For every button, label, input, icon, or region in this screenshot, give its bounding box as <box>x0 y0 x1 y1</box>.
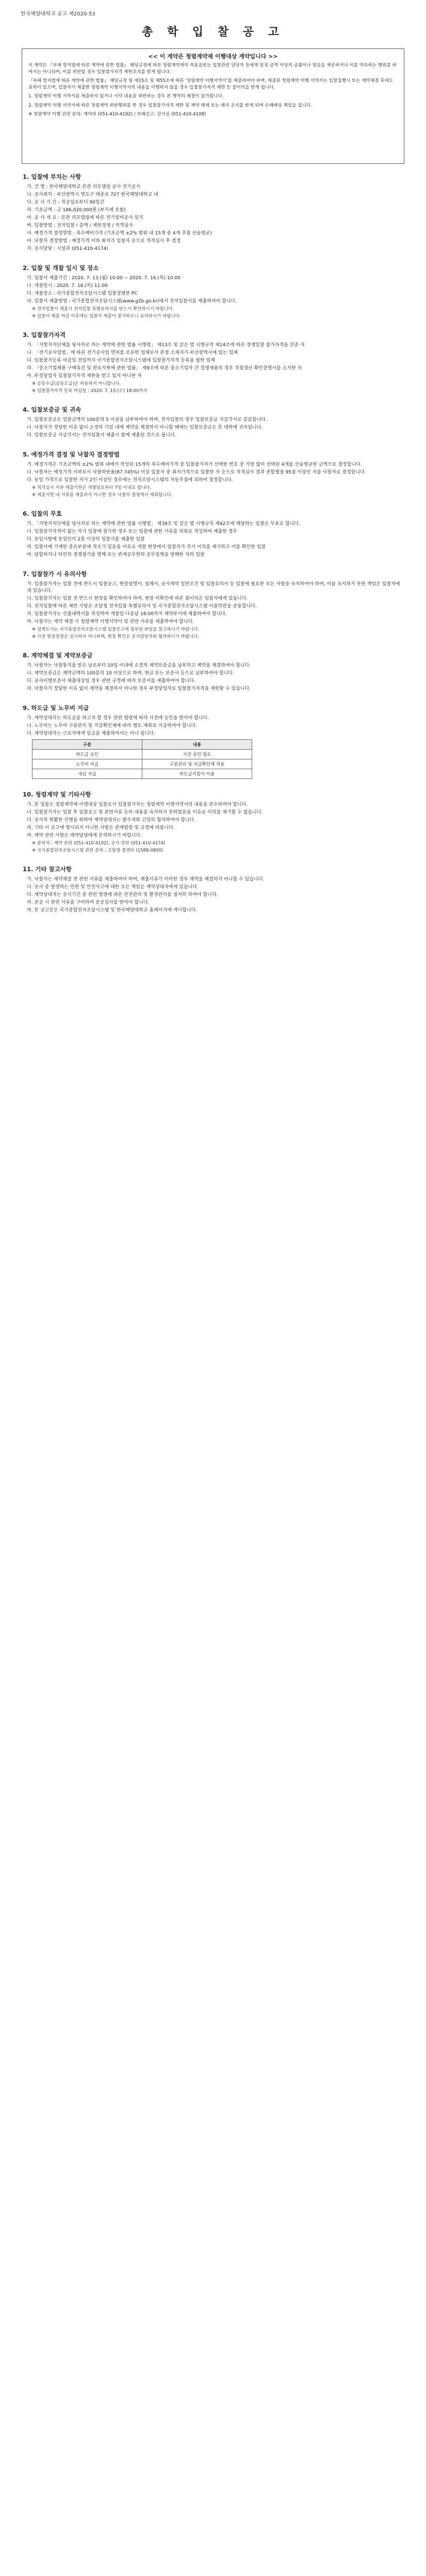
section-line: 다. 공사의 원활한 진행을 위하여 계약상대자는 발주처와 긴밀히 협의하여야 합니다. <box>27 818 196 823</box>
section-line: 자. 공사담당 : 시설과 (051-410-4174) <box>27 246 108 251</box>
section-line: 라. 입찰참가자는 산출내역서를 작성하여 개찰일 다음날 18:00까지 계약부서에 제출하여야 합니다. <box>27 612 227 617</box>
integrity-notice-box <box>22 48 404 164</box>
table-row <box>32 769 252 779</box>
section-line: 라. 기타 이 공고에 명시되지 아니한 사항은 관계법령 및 규정에 따릅니다. <box>27 825 175 831</box>
notice-paragraph: 『부패 방지법에 따른 계약에 관한 법률』 해당규정 및 제15조 및 제55조에 따른 '청렴계약 이행서약서'를 제출하여야 하며, 제출된 청렴계약 이행 서약서는 입찰집행시 또는 계약체결 후에도 효력이 있으며, 입찰자가 제출한 청렴계약 이행서약서의 내용을 이행하지 않을 경우 입찰참가자격 제한 등 불이익을 받게 됩니다. <box>28 78 394 90</box>
section-line: 가. 「지방자치단체를 당사자로 하는 계약에 관한 법률 시행령」 제39조 및 같은 법 시행규칙 제42조에 해당하는 입찰은 무효로 합니다. <box>27 521 300 527</box>
section-line: 다. 개찰장소 : 국가종합전자조달시스템 입찰집행관 PC <box>27 291 138 296</box>
section-heading: 6. 입찰의 무효 <box>23 510 62 517</box>
notice-paragraph: 이 계약은 『부패 방지법에 따른 계약에 관한 법률』 해당규정에 따른 청렴계약제의 적용을받는 입찰관련 담당자 등에게 일정 금액 이상의 금품이나 향응을 제공하거나 이를 약속하는 행위를 하여서는 아니되며, 이를 위반할 경우 입찰참가자격 제한조치를 받게 됩니다. <box>28 63 397 75</box>
section-line: 라. 입찰서에 기재한 중요부분에 착오가 있음을 이유로 개찰 현장에서 입찰자가 즉시 이의를 제기하고 이를 확인한 입찰 <box>27 545 266 550</box>
section-heading: 4. 입찰보증금 및 귀속 <box>23 406 81 413</box>
section-line: 다. 동일 가격으로 입찰한 자가 2인 이상인 경우에는 전자조달시스템의 자동추첨에 의하여 결정합니다. <box>27 478 233 483</box>
section-heading: 10. 청렴계약 및 기타사항 <box>23 791 91 798</box>
announcement-body <box>23 173 404 915</box>
section-line: 사. 예정가격 결정방법 : 복수예비가격 (기초금액 ±2% 범위 내 15개 중 4개 추첨 산술평균) <box>27 231 212 236</box>
section-line: 가. 「지방자치단체를 당사자로 하는 계약에 관한 법률 시행령」 제13조 및 같은 법 시행규칙 제14조에 따른 경쟁입찰 참가자격을 갖춘 자 <box>27 343 305 348</box>
section-line: 나. 노무비는 노무비 구분관리 및 지급확인제에 따라 별도 계좌로 지급하여야 합니다. <box>27 723 197 728</box>
table-cell: 노무비 지급 <box>32 759 142 769</box>
notice-paragraph: 1. 청렴계약 이행 서약서를 제출하지 않거나 서약 내용을 위반하는 경우 본 계약의 체결이 불가합니다. <box>28 94 224 99</box>
section-note: ※ 입찰서 제출 마감 이후에는 입찰서 제출이 불가하오니 유의하시기 바랍니다. <box>32 314 181 319</box>
section-heading: 5. 예정가격 결정 및 낙찰자 결정방법 <box>23 451 120 458</box>
section-line: 마. 담합하거나 타인의 경쟁참가를 방해 또는 관계공무원의 공무집행을 방해한 자의 입찰 <box>27 552 205 557</box>
table-cell: 구분관리 및 지급확인제 적용 <box>142 759 252 769</box>
section-line: 마. 낙찰자는 계약 체결 시 청렴계약 이행서약서 및 관련 서류를 제출하여야 합니다. <box>27 619 194 624</box>
section-line: 가. 낙찰자는 계약체결 전 관련 서류를 제출하여야 하며, 제출서류가 미비한 경우 계약을 체결하지 아니할 수 있습니다. <box>27 877 265 882</box>
section-note: ※ 입찰참가자격 등록 마감일 : 2020. 7. 15.(수) 18:00까지 <box>32 388 148 394</box>
section-heading: 11. 기타 참고사항 <box>23 866 72 873</box>
section-note: ※ 설계도서는 국가종합전자조달시스템 입찰공고에 첨부된 파일을 참고하시기 바랍니다. <box>32 627 200 632</box>
section-heading: 2. 입찰 및 개찰 일시 및 장소 <box>23 264 99 272</box>
section-line: 가. 계약상대자는 하도급을 하고자 할 경우 관련 법령에 따라 사전에 승인을 받아야 합니다. <box>27 716 209 721</box>
section-line: 다. 공 사 기 간 : 착공일로부터 90일간 <box>27 200 105 205</box>
section-line: 다. 입찰보증금 지급각서는 전자입찰서 제출시 함께 제출된 것으로 봅니다. <box>27 433 176 438</box>
section-table <box>32 739 252 779</box>
section-line: 라. 「중소기업제품 구매촉진 및 판로지원에 관한 법률」 제9조에 따른 중소기업자 간 경쟁제품의 경우 직접생산 확인증명서를 소지한 자 <box>27 366 302 371</box>
section-note: ※ 문의처 : 계약 관련 (051-410-4192), 공사 관련 (051-410-4174) <box>32 841 166 846</box>
section-heading: 8. 계약체결 및 계약보증금 <box>23 652 93 659</box>
section-line: 다. 계약상대자는 근로자에게 임금을 체불하여서는 아니 됩니다. <box>27 731 155 736</box>
section-line: 마. 공 사 개 요 : 본관 리모델링에 따른 전기설비공사 일식 <box>27 215 143 221</box>
section-line: 가. 건 명 : 한국해양대학교 본관 리모델링 공사 전기공사 <box>27 184 141 190</box>
section-line: 나. 공사위치 : 부산광역시 영도구 태종로 727 한국해양대학교 내 <box>27 192 158 197</box>
section-line: 라. 기초금액 : 금 186,020,000원 (부가세 포함) <box>27 208 126 213</box>
section-line: 아. 낙찰자 결정방법 : 예정가격 이하 최저가 입찰자 순으로 적격심사 후 결정 <box>27 239 181 244</box>
table-cell: 대금 지급 <box>32 769 142 779</box>
section-line: 가. 입찰보증금은 입찰금액의 100분의 5 이상을 납부하여야 하며, 전자입찰의 경우 입찰보증금 지급각서로 갈음합니다. <box>27 417 267 422</box>
section-note: ※ 제출기한 내 서류를 제출하지 아니한 경우 낙찰자 결정에서 제외됩니다. <box>32 493 173 498</box>
section-line: 바. 입찰방법 : 전자입찰 / 총액 / 제한경쟁 / 적격심사 <box>27 223 133 228</box>
section-heading: 9. 하도급 및 노무비 지급 <box>23 704 89 711</box>
section-line: 나. 계약보증금은 계약금액의 100분의 10 이상으로 하며, 현금 또는 보증서 등으로 납부하여야 합니다. <box>27 671 234 676</box>
section-note: ※ 전자입찰서 제출시 전자입찰 특별유의서를 반드시 확인하시기 바랍니다. <box>32 307 174 312</box>
section-heading: 7. 입찰참가 시 유의사항 <box>23 570 87 578</box>
section-line: 나. 낙찰자가 정당한 이유 없이 소정의 기일 내에 계약을 체결하지 아니할 때에는 입찰보증금은 본 대학에 귀속됩니다. <box>27 425 263 430</box>
announcement-number: 한국해양대학교 공고 제2020-53 <box>21 11 95 17</box>
section-note: ※ 국가종합전자조달시스템 관련 문의 : 조달청 콜센터 (1588-0800) <box>32 848 163 853</box>
table-row <box>32 759 252 769</box>
section-heading: 3. 입찰참가자격 <box>23 331 66 338</box>
section-line: 가. 입찰참가자는 입찰 전에 반드시 입찰공고, 현장설명서, 설계서, 공사계약 일반조건 및 입찰유의서 등 입찰에 필요한 모든 사항을 숙지하여야 하며, 이를 숙지하지 못한 책임은 입찰자에게 있습니다. <box>27 582 400 594</box>
section-line: 다. 전자입찰에 따른 제반 사항은 조달청 전자입찰 특별유의서 및 국가종합전자조달시스템 이용약관을 준용합니다. <box>27 604 257 609</box>
table-cell: 사전 승인 필요 <box>142 750 252 759</box>
section-line: 라. 낙찰자가 정당한 이유 없이 계약을 체결하지 아니한 경우 부정당업자로 입찰참가자격을 제한할 수 있습니다. <box>27 686 251 691</box>
section-line: 가. 예정가격은 기초금액의 ±2% 범위 내에서 작성된 15개의 복수예비가격 중 입찰참가자가 선택한 번호 중 가장 많이 선택된 4개를 산술평균한 금액으로 결정합니다. <box>27 462 362 467</box>
section-note: ※ 적격심사 서류 제출기한은 개찰일로부터 7일 이내로 합니다. <box>32 485 152 490</box>
table-cell: 하도급 승인 <box>32 750 142 759</box>
section-line: 나. 입찰참가자격이 없는 자가 입찰에 참가한 경우 또는 입찰에 관한 서류를 허위로 작성하여 제출한 경우 <box>27 529 238 534</box>
section-line: 마. 부정당업자 입찰참가자격 제한을 받고 있지 아니한 자 <box>27 374 142 379</box>
table-header: 구분 <box>32 740 142 750</box>
section-line: 나. 입찰참가자는 입찰 전 반드시 현장을 확인하여야 하며, 현장 미확인에 따른 불이익은 입찰자에게 있습니다. <box>27 596 248 601</box>
document-title: 총 학 입 찰 공 고 <box>142 25 284 39</box>
section-note: ※ 공동수급(공동도급)은 허용하지 아니합니다. <box>32 381 121 386</box>
section-note: ※ 사전 현장설명은 실시하지 아니하며, 현장 확인은 공사담당자와 협의하시기 바랍니다. <box>32 634 200 639</box>
section-line: 마. 계약 관련 사항은 계약담당에게 문의하시기 바랍니다. <box>27 833 142 838</box>
section-line: 나. 입찰참가자는 입찰 후 입찰공고 및 관련서류 등의 내용을 숙지하지 못하였음을 이유로 이의를 제기할 수 없습니다. <box>27 810 263 815</box>
notice-paragraph: 2. 청렴계약 이행 서약서에 따른 청렴계약 위반행위를 한 경우 입찰참가자격 제한 및 계약 해제 또는 해지 조치를 받게 되며 손해배상 책임을 집니다. <box>28 103 312 108</box>
section-line: 나. 개찰일시 : 2020. 7. 16.(목) 11:00 <box>27 283 108 289</box>
section-line: 라. 준공 시 관련 서류를 구비하여 준공검사를 받아야 합니다. <box>27 900 150 905</box>
section-line: 가. 낙찰자는 낙찰통지를 받은 날로부터 10일 이내에 소정의 계약보증금을 납부하고 계약을 체결하여야 합니다. <box>27 663 251 668</box>
section-line: 다. 동일사항에 동일인이 2통 이상의 입찰서를 제출한 입찰 <box>27 537 145 542</box>
section-line: 가. 본 입찰은 청렴계약제 이행대상 입찰로서 입찰참가자는 청렴계약 이행서약서의 내용을 준수하여야 합니다. <box>27 802 248 807</box>
section-line: 다. 공사이행보증서 제출대상일 경우 관련 규정에 따라 보증서를 제출하여야 합니다. <box>27 679 196 684</box>
table-header: 내용 <box>142 740 252 750</box>
section-line: 나. 「전기공사업법」에 따른 전기공사업 면허를 보유한 업체로서 본점 소재지가 부산광역시에 있는 업체 <box>27 350 238 355</box>
section-line: 라. 입찰서 제출방법 : 국가종합전자조달시스템(www.g2b.go.kr)에서 전자입찰서를 제출하여야 합니다. <box>27 299 237 304</box>
section-line: 나. 낙찰자는 예정가격 이하로서 낙찰하한율(87.745%) 이상 입찰자 중 최저가격으로 입찰한 자 순으로 적격심사 결과 종합평점 95점 이상인 자를 낙찰자로 결정합니다. <box>27 470 366 475</box>
section-line: 다. 계약상대자는 공사기간 중 관련 법령에 따른 안전관리 및 환경관리를 철저히 하여야 합니다. <box>27 892 218 897</box>
section-line: 가. 입찰서 제출기간 : 2020. 7. 13.(월) 10:00 ~ 2020. 7. 16.(목) 10:00 <box>27 276 181 281</box>
table-cell: 하도급지킴이 이용 <box>142 769 252 779</box>
notice-paragraph: ※ 청렴계약 이행 관련 문의: 계약과 (051-410-4192) / 부패신고: 감사실 (051-410-4108) <box>28 112 206 117</box>
section-line: 나. 공사 중 발생하는 민원 및 안전사고에 대한 모든 책임은 계약상대자에게 있습니다. <box>27 885 199 890</box>
section-line: 다. 입찰참가등록 마감일 전일까지 국가종합전자조달시스템에 입찰참가자격 등록을 필한 업체 <box>27 358 215 363</box>
notice-title: << 이 계약은 청렴계약제 이행대상 계약입니다 >> <box>148 53 278 60</box>
table-row <box>32 750 252 759</box>
section-line: 마. 본 공고문은 국가종합전자조달시스템 및 한국해양대학교 홈페이지에 게시합니다. <box>27 908 198 913</box>
section-heading: 1. 입찰에 부치는 사항 <box>23 173 81 180</box>
notice-body <box>28 62 398 118</box>
